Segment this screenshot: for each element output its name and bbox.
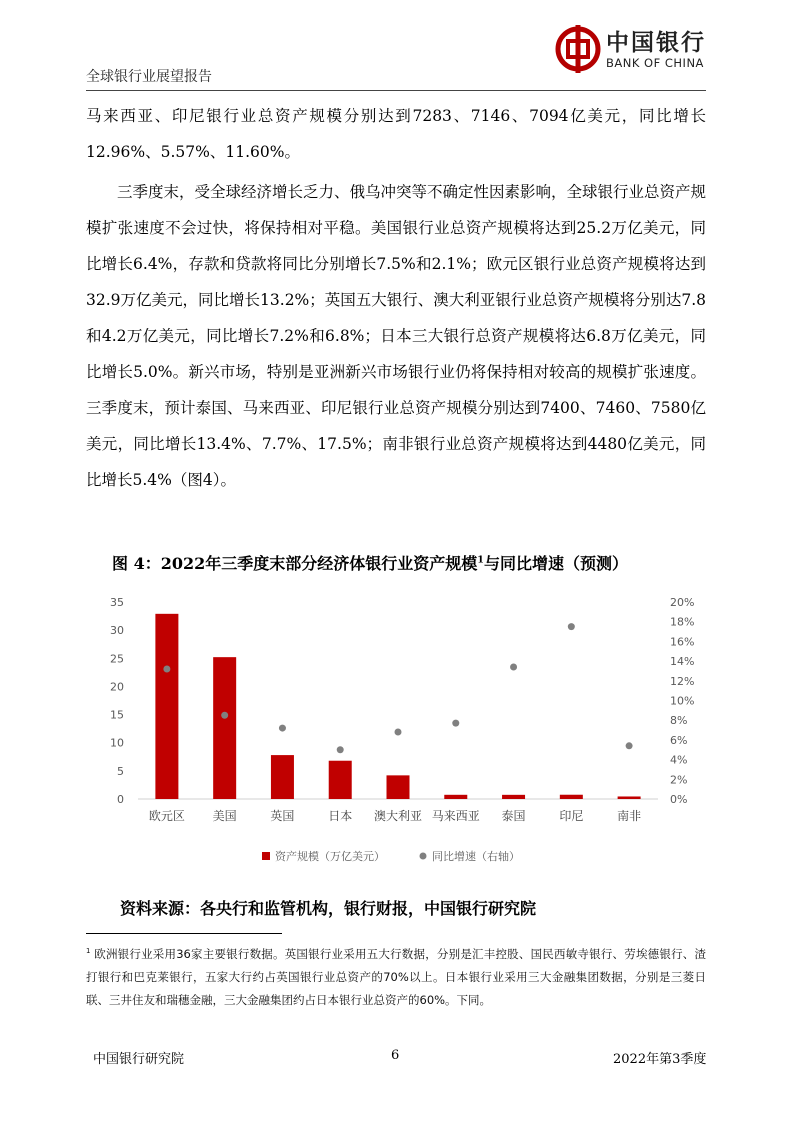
right-tick-label: 14% [670,655,695,669]
category-label: 南非 [617,809,642,823]
right-tick-label: 2% [670,773,688,787]
right-tick-label: 20% [670,596,695,609]
report-title: 全球银行业展望报告 [86,69,212,85]
right-axis-ticks [670,596,694,806]
right-tick-label: 0% [670,793,688,806]
legend [262,849,520,863]
category-label: 英国 [270,809,295,823]
logo-english-name: BANK OF CHINA [606,56,704,70]
legend-swatch-dot [420,853,427,860]
growth-dot [568,623,575,630]
growth-dot [337,746,344,753]
growth-dot [452,720,459,727]
right-tick-label: 10% [670,694,695,708]
left-tick-label: 15 [110,708,124,722]
right-tick-label: 4% [670,753,688,767]
category-label: 马来西亚 [431,809,480,823]
figure-source: 资料来源：各央行和监管机构，银行财报，中国银行研究院 [120,899,537,918]
left-tick-label: 5 [117,764,124,778]
bar [502,795,525,799]
right-tick-label: 16% [670,635,695,649]
footnote [86,940,706,1012]
category-label: 美国 [212,809,237,823]
legend-label-dot: 同比增速（右轴） [432,850,520,863]
bar [387,775,410,799]
bar [213,657,236,799]
paragraph-2: 三季度末，受全球经济增长乏力、俄乌冲突等不确定性因素影响，全球银行业总资产规模扩张速度不会过快，将保持相对平稳。美国银行业总资产规模将达到25.2万亿美元，同比增长6.4%，存款和贷款将同比分别增长7.5%和2.1%；欧元区银行业总资产规模将达到32.9万亿美元，同比增长13.2%；英国五大银行、澳大利亚银行业总资产规模将分别达7.8和4.2万亿美元，同比增长7.2%和6.8%；日本三大银行总资产规模将达6.8万亿美元，同比增长5.0%。新兴市场，特别是亚洲新兴市场银行业仍将保持相对较高的规模扩张速度。三季度末，预计泰国、马来西亚、印尼银行业总资产规模分别达到7400、7460、7580亿美元，同比增长13.4%、7.7%、17.5%；南非银行业总资产规模将达到4480亿美元，同比增长5.4%（图4）。 [86,183,707,489]
footnote-text: 欧洲银行业采用36家主要银行数据。英国银行业采用五大行数据，分别是汇丰控股、国民西敏寺银行、劳埃德银行、渣打银行和巴克莱银行，五家大行约占英国银行业总资产的70%以上。日本银行业采用三大金融集团数据，分别是三菱日联、三井住友和瑞穗金融，三大金融集团约占日本银行业总资产的60%。下同。 [86,946,706,1007]
growth-dot [510,664,517,671]
left-tick-label: 20 [110,680,124,694]
right-tick-label: 6% [670,733,688,747]
figure-title-suffix: 与同比增速（预测） [483,554,628,573]
left-tick-label: 25 [110,652,124,666]
bar [444,795,467,799]
right-tick-label: 18% [670,615,695,629]
growth-dot [395,729,402,736]
footer-period: 2022年第3季度 [613,1052,707,1067]
category-label: 日本 [328,809,353,823]
logo-chinese-name: 中国银行 [606,29,706,56]
growth-dot [279,725,286,732]
figure-title [112,551,628,574]
category-label: 澳大利亚 [373,809,423,823]
right-tick-label: 12% [670,674,695,688]
legend-label-bar: 资产规模（万亿美元） [275,850,385,863]
bank-of-china-logo-icon [555,20,601,78]
page-number: 6 [391,1048,400,1063]
left-axis-ticks [110,596,124,806]
category-label: 泰国 [501,809,526,823]
growth-dot [163,665,170,672]
header-divider [86,90,706,91]
left-tick-label: 10 [110,736,124,750]
figure-title-main: 图 4：2022年三季度末部分经济体银行业资产规模 [112,554,478,573]
left-tick-label: 0 [117,793,124,806]
asset-growth-chart [86,585,706,880]
bar-series [155,614,640,799]
bar [329,761,352,799]
figure-title-footnote-mark: 1 [477,554,484,566]
growth-dot [626,742,633,749]
bar [271,755,294,799]
paragraph-1: 马来西亚、印尼银行业总资产规模分别达到7283、7146、7094亿美元，同比增长12.96%、5.57%、11.60%。 [86,107,706,161]
footnote-mark: 1 [86,947,91,955]
footnote-divider [86,933,282,934]
bar [155,614,178,799]
left-tick-label: 35 [110,596,124,609]
legend-swatch-bar [262,852,270,860]
category-label: 欧元区 [148,809,185,823]
right-tick-label: 8% [670,714,688,728]
bar [618,796,641,799]
left-tick-label: 30 [110,624,124,638]
category-labels [149,808,641,823]
growth-dot [221,712,228,719]
category-label: 印尼 [559,809,584,823]
bar [560,795,583,799]
footer-org: 中国银行研究院 [93,1052,185,1067]
